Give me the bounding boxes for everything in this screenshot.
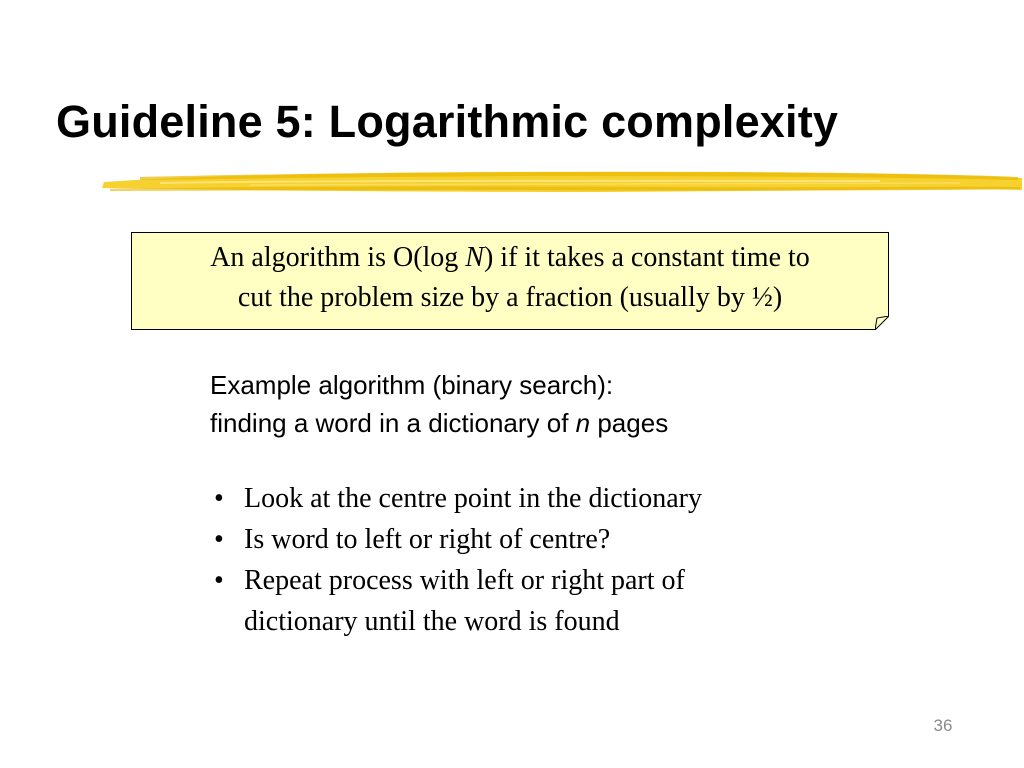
algorithm-steps-list [214,478,702,642]
list-item-text-continuation: dictionary until the word is found [244,606,620,637]
list-item-text: Is word to left or right of centre? [244,524,611,555]
list-item [214,519,702,560]
bullet-icon: • [214,524,224,555]
variable-n: n [575,408,591,438]
definition-box [131,232,889,330]
list-item-text: Look at the centre point in the dictionary [244,483,702,514]
definition-text: An algorithm is O(log [210,242,466,273]
bullet-icon: • [214,565,224,596]
definition-line-2: cut the problem size by a fraction (usually by ½) [237,282,783,313]
definition-line-1 [132,238,888,278]
example-line-1: Example algorithm (binary search): [210,370,614,400]
variable-N: N [465,242,484,273]
highlighter-underline [100,164,1024,198]
page-number: 36 [933,716,953,735]
example-description [210,366,668,442]
slide-title: Guideline 5: Logarithmic complexity [56,96,839,147]
list-item [214,478,702,519]
bullet-icon: • [214,483,224,514]
list-item-text: Repeat process with left or right part of [244,565,685,596]
example-line-2 [210,404,668,442]
definition-text-cont: ) if it takes a constant time to [483,242,810,273]
example-text: finding a word in a dictionary of [210,408,576,438]
example-text-cont: pages [590,408,669,438]
list-item [214,560,702,642]
folded-corner-icon [875,316,889,330]
